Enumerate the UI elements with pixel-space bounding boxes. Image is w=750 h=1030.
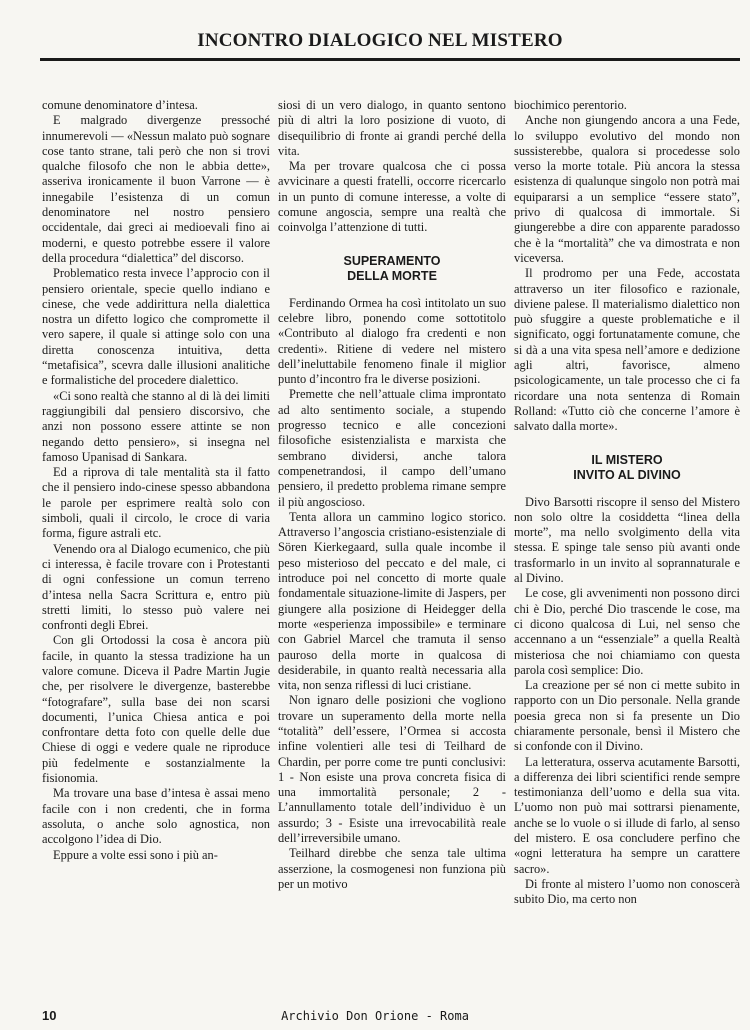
paragraph: Non ignaro delle posizioni che vogliono trovare un superamento della morte nella “totalità” dell’essere, l’Ormea si accosta infine volentieri alle tesi di Teilhard de Chardin, per porre come tre punti conclusivi: 1 - Non esiste una prova concreta fisica di una immortalità personale; 2 - L’annullamento totale dell’individuo è un assurdo; 3 - Esiste una irrevocabilità reale dell’irreversibile umano. [278,693,506,846]
section-heading-line: INVITO AL DIVINO [573,467,681,482]
paragraph: Ed a riprova di tale mentalità sta il fatto che il pensiero indo-cinese spesso abbandona le parole per esprimere realtà solo con simboli, quali il circolo, le croce di varia forma, figure astrali etc. [42,465,270,541]
page-title: INCONTRO DIALOGICO NEL MISTERO [197,30,563,51]
column-1 [42,98,270,970]
paragraph: siosi di un vero dialogo, in quanto sentono più di altri la loro posizione di vuoto, di disequilibrio di fronte ai grandi perché della vita. [278,98,506,158]
section-heading-line: DELLA MORTE [347,268,437,283]
paragraph: Divo Barsotti riscopre il senso del Mistero non solo oltre la cosiddetta “linea della morte”, ma nello svolgimento della vita stessa. E spinge tale senso più avanti onde trasformarlo in un invito al soprannaturale e al Divino. [514,494,740,586]
paragraph: Ma trovare una base d’intesa è assai meno facile con i non credenti, che in forma assoluta, o anche solo agnostica, non accolgono l’idea di Dio. [42,786,270,847]
paragraph: Le cose, gli avvenimenti non possono dirci chi è Dio, perché Dio trascende le cose, ma ci dicono qualcosa di Lui, nel senso che accennano a un “essenziale” a quella Realtà misteriosa che noi chiamiamo con questa parola così semplice: Dio. [514,586,740,677]
paragraph: comune denominatore d’intesa. [42,98,198,112]
paragraph: Problematico resta invece l’approcio con il pensiero orientale, specie quello indiano e cinese, che vede addirittura nella dialettica nostra un difetto logico che compromette il vero sapere, il quale si attinge solo con una diretta conoscenza intuitiva, detta “metafisica”, scevra dalle illusioni analitiche e formalistiche del procedere dialettico. [42,266,270,388]
paragraph: Teilhard direbbe che senza tale ultima asserzione, la cosmogenesi non funziona più per un motivo [278,846,506,891]
paragraph: Anche non giungendo ancora a una Fede, lo sviluppo evolutivo del mondo non sussisterebbe, qualora si procedesse solo verso la morte totale. Più ancora la stessa esistenza di qualunque singolo non potrà mai equipararsi a un semplice “essere stato”, privo di qualcosa di immortale. Si giungerebbe a dire con apparente paradosso che è la “mortalità” che va dimostrata e non viceversa. [514,113,740,265]
paragraph: Eppure a volte essi sono i più an- [53,847,218,862]
column-2 [278,98,506,970]
header-rule [40,58,740,61]
paragraph: Il prodromo per una Fede, accostata attraverso un iter filosofico e razionale, diviene palese. Il materialismo dialettico non può sfuggire a queste problematiche e il significato, oggi fortunatamente comune, che si dà a una vita spesa nell’amore e dedizione agli altri, favorisce, almeno psicologicamente, un tale processo che ci fa ricordare una nota sentenza di Romain Rolland: «Tutto ciò che concerne l’amore è salvato dalla morte». [514,266,740,434]
paragraph: Ma per trovare qualcosa che ci possa avvicinare a questi fratelli, occorre ricercarlo in un punto di comune interesse, a volte di comune angoscia, sempre una realtà che coinvolga l’attenzione di tutti. [278,159,506,235]
paragraph: Premette che nell’attuale clima improntato ad alto sentimento sociale, a stupendo progresso tecnico e alle concezioni filosofiche esistenzialista e marxista che sembrano dividersi, anche talora compenetrandosi, il campo dell’umano pensiero, il predetto problema rimane sempre il più angoscioso. [278,387,506,509]
section-heading-superamento [278,254,506,284]
paragraph: La creazione per sé non ci mette subito in rapporto con un Dio personale. Nella grande poesia greca non si fa presente un Dio chiaramente personale, bensì il Mistero che si confonde con il Divino. [514,678,740,754]
paragraph: «Ci sono realtà che stanno al di là dei limiti raggiungibili dal pensiero discorsivo, che anzi non possono essere attinte se non negando detto pensiero», si insegna nel famoso Upanisad di Sankara. [42,388,270,464]
archive-credit: Archivio Don Orione - Roma [281,1009,469,1023]
paragraph: Con gli Ortodossi la cosa è ancora più facile, in quanto la stessa tradizione ha un valore comune. Diceva il Padre Martin Jugie che, per risolvere le divergenze, basterebbe “fotografare”, sulla base dei non scarsi documenti, l’unica Chiesa antica e poi confrontare detta foto con quelle delle due Chiese di oggi e vedere quale ne riproduce più fedelmente e sostanzialmente la fisionomia. [42,633,270,786]
paragraph: Venendo ora al Dialogo ecumenico, che più ci interessa, è facile trovare con i Protestanti di ogni confessione un comun terreno d’intesa nella Sacra Scrittura e, entro più stretti limiti, lo stesso può valere nei confronti degli Ebrei. [42,541,270,633]
paragraph: La letteratura, osserva acutamente Barsotti, a differenza dei libri scientifici rende sempre testimonianza dell’uomo e della sua vita. L’uomo non può mai sottrarsi pienamente, anche se lo vuole o si illude di farlo, al senso del mistero. E osa concludere perfino che «ogni letteratura ha sempre un carattere sacro». [514,754,740,876]
section-heading-line: IL MISTERO [591,452,663,467]
page-number: 10 [42,1008,57,1023]
paragraph: biochimico perentorio. [514,98,627,112]
paragraph: Ferdinando Ormea ha così intitolato un suo celebre libro, ponendo come sottotitolo «Contributo al dialogo fra credenti e non credenti». Ritiene di vedere nel mistero dell’ineluttabile fenomeno finale il miglior punto d’incontro fra le diverse posizioni. [278,295,506,387]
column-3 [514,98,740,970]
section-heading-line: SUPERAMENTO [343,253,441,268]
section-heading-mistero [514,453,740,483]
paragraph: E malgrado divergenze pressoché innumerevoli — «Nessun malato può sognare cose tanto strane, tali però che non si trovi qualche filosofo che non le abbia dette», asseriva ironicamente il buon Varrone — è innegabile l’esistenza di un comun denominatore nel nostro pensiero occidentale, dai greci ai medioevali fino ai moderni, e questo potrebbe essere il valore della procedura “dialettica” del discorso. [42,113,270,265]
paragraph: Tenta allora un cammino logico storico. Attraverso l’angoscia cristiano-esistenziale di Sören Kierkegaard, sulla quale incombe il peso misterioso del peccato e del male, ci introduce poi nel concetto di morte quale fondamentale situazione-limite di Jaspers, per giungere alla posizione di Heidegger della morte «esperienza impossibile» e terminare con Gabriel Marcel che tramuta il senso pauroso della morte in qualcosa di desiderabile, in quanto realtà necessaria alla vita, non senza riflessi di luci cristiane. [278,509,506,693]
paragraph: Di fronte al mistero l’uomo non conoscerà subito Dio, ma certo non [514,876,740,907]
